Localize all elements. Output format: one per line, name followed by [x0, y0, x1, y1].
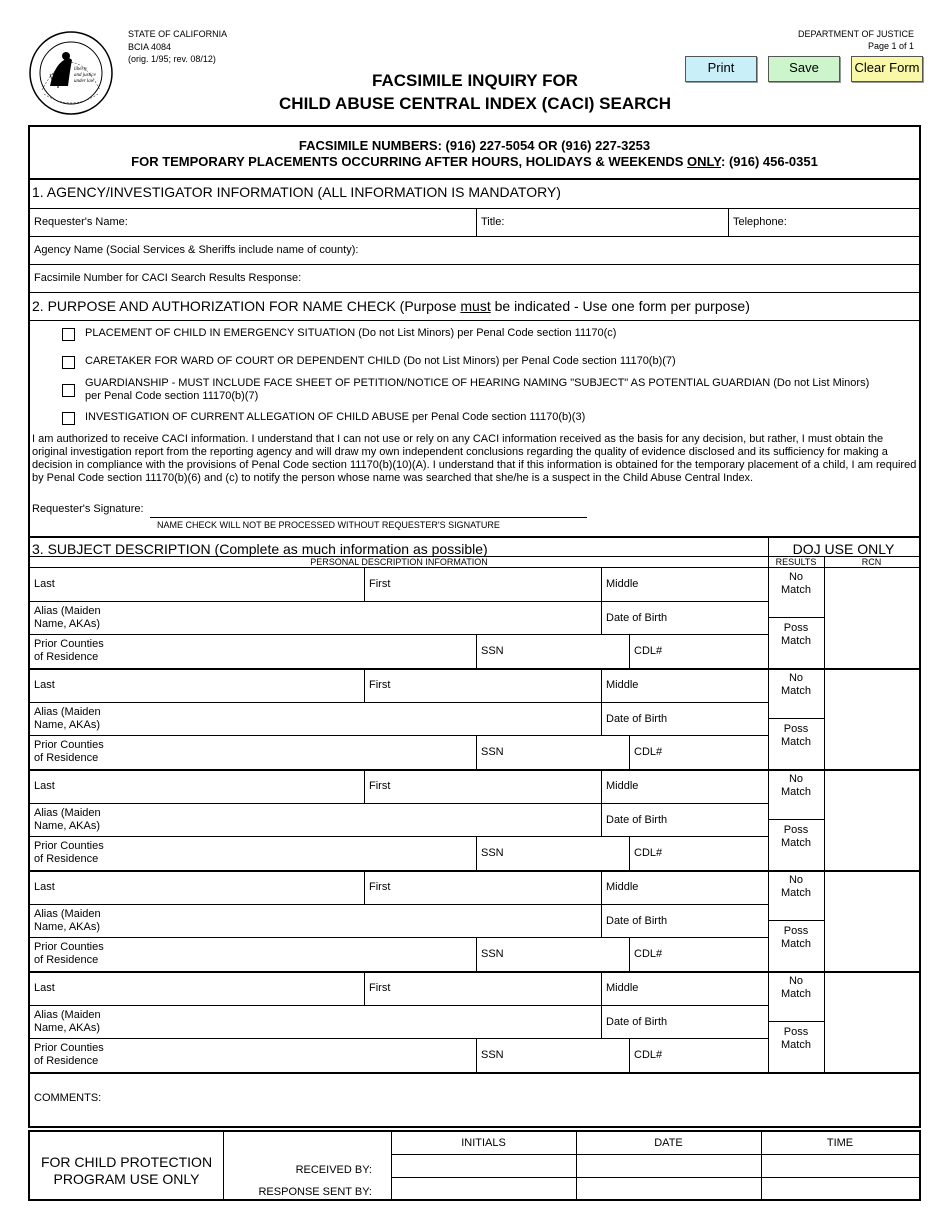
section-2-title-pre: 2. PURPOSE AND AUTHORIZATION FOR NAME CHECK (Purpose [32, 298, 461, 314]
section-2-title-post: be indicated - Use one form per purpose) [490, 298, 750, 314]
first-name-field[interactable]: First [369, 780, 391, 792]
no-label: No [788, 874, 804, 886]
match-label: Match [781, 887, 811, 899]
page-number: Page 1 of 1 [867, 41, 914, 51]
fax-line-2-pre: FOR TEMPORARY PLACEMENTS OCCURRING AFTER HOURS, HOLIDAYS & WEEKENDS [131, 154, 688, 169]
prior-counties-field[interactable] [34, 638, 104, 664]
requester-name-field[interactable]: Requester's Name: [34, 216, 128, 228]
match-label: Match [781, 1039, 811, 1051]
fax-line-2-post: : (916) 456-0351 [721, 154, 818, 169]
save-button[interactable]: Save [768, 56, 840, 82]
section-1-title: 1. AGENCY/INVESTIGATOR INFORMATION (ALL INFORMATION IS MANDATORY) [32, 184, 561, 200]
poss-label: Poss [783, 1026, 809, 1038]
fax-line-1: FACSIMILE NUMBERS: (916) 227-5054 OR (916) 227-3253 [298, 138, 651, 153]
received-date[interactable] [577, 1155, 760, 1176]
ssn-field[interactable]: SSN [481, 1049, 504, 1061]
alias-label-1: Alias (Maiden [34, 605, 101, 617]
poss-match-result[interactable] [768, 622, 824, 648]
rcn-field[interactable] [825, 668, 919, 769]
svg-text:liberty: liberty [74, 67, 88, 72]
poss-match-result[interactable] [768, 824, 824, 850]
no-label: No [788, 672, 804, 684]
state-name: STATE OF CALIFORNIA [128, 29, 228, 39]
time-header: TIME [826, 1137, 854, 1149]
no-match-result[interactable] [768, 874, 824, 900]
prior-label-2: of Residence [34, 853, 99, 865]
match-label: Match [781, 584, 811, 596]
title-field[interactable]: Title: [481, 216, 505, 228]
prior-label-1: Prior Counties [34, 941, 104, 953]
signature-note: NAME CHECK WILL NOT BE PROCESSED WITHOUT REQUESTER'S SIGNATURE [157, 520, 500, 530]
section-3-title: 3. SUBJECT DESCRIPTION (Complete as much information as possible) [32, 541, 488, 557]
middle-name-field[interactable]: Middle [606, 982, 639, 994]
department-name: DEPARTMENT OF JUSTICE [797, 29, 914, 39]
poss-label: Poss [783, 824, 809, 836]
poss-match-result[interactable] [768, 1026, 824, 1052]
cpp-use-only [30, 1154, 223, 1188]
rcn-header: RCN [861, 557, 882, 567]
ssn-field[interactable]: SSN [481, 948, 504, 960]
no-match-result[interactable] [768, 672, 824, 698]
match-label: Match [781, 837, 811, 849]
svg-text:under law: under law [74, 79, 95, 84]
dob-field[interactable]: Date of Birth [606, 915, 668, 927]
comments-field[interactable]: COMMENTS: [34, 1092, 102, 1104]
initials-header: INITIALS [461, 1137, 506, 1149]
alias-field[interactable] [34, 908, 101, 934]
purpose-checkbox-caretaker[interactable] [62, 356, 75, 369]
alias-label-1: Alias (Maiden [34, 1009, 101, 1021]
sent-date[interactable] [577, 1178, 760, 1199]
match-label: Match [781, 786, 811, 798]
form-number: BCIA 4084 [128, 42, 172, 52]
ssn-field[interactable]: SSN [481, 847, 504, 859]
rcn-field[interactable] [825, 769, 919, 870]
results-header: RESULTS [775, 557, 817, 567]
last-name-field[interactable]: Last [34, 578, 55, 590]
cpp-line-1: FOR CHILD PROTECTION [40, 1154, 213, 1170]
received-initials[interactable] [392, 1155, 575, 1176]
rcn-field[interactable] [825, 567, 919, 668]
poss-label: Poss [783, 925, 809, 937]
sent-initials[interactable] [392, 1178, 575, 1199]
prior-counties-field[interactable] [34, 840, 104, 866]
alias-field[interactable] [34, 706, 101, 732]
svg-text:and justice: and justice [74, 73, 96, 78]
match-label: Match [781, 988, 811, 1000]
last-name-field[interactable]: Last [34, 982, 55, 994]
prior-label-2: of Residence [34, 752, 99, 764]
purpose-checkbox-investigation[interactable] [62, 412, 75, 425]
fax-only: ONLY [687, 154, 722, 169]
section-2-must: must [460, 298, 491, 314]
received-by-label: RECEIVED BY: [295, 1164, 372, 1176]
guardianship-line-1: GUARDIANSHIP - MUST INCLUDE FACE SHEET OF PETITION/NOTICE OF HEARING NAMING "SUBJECT" AS POTENTIAL GUARDIAN (Do not List Minors) [85, 377, 870, 389]
no-match-result[interactable] [768, 571, 824, 597]
fax-line-2 [30, 154, 919, 170]
fax-number-field[interactable]: Facsimile Number for CACI Search Results Response: [34, 272, 302, 284]
main-form [28, 125, 921, 1128]
first-name-field[interactable]: First [369, 679, 391, 691]
ssn-field[interactable]: SSN [481, 645, 504, 657]
telephone-field[interactable]: Telephone: [733, 216, 787, 228]
prior-label-2: of Residence [34, 954, 99, 966]
prior-counties-field[interactable] [34, 941, 104, 967]
sent-time[interactable] [762, 1178, 918, 1199]
middle-name-field[interactable]: Middle [606, 780, 639, 792]
last-name-field[interactable]: Last [34, 780, 55, 792]
received-time[interactable] [762, 1155, 918, 1176]
signature-line[interactable] [150, 517, 587, 518]
cdl-field[interactable]: CDL# [634, 847, 663, 859]
match-label: Match [781, 736, 811, 748]
alias-field[interactable] [34, 605, 101, 631]
prior-label-1: Prior Counties [34, 739, 104, 751]
alias-label-2: Name, AKAs) [34, 820, 101, 832]
fax-numbers [30, 138, 919, 170]
personal-description-header: PERSONAL DESCRIPTION INFORMATION [310, 557, 488, 567]
date-header: DATE [654, 1137, 683, 1149]
poss-match-result[interactable] [768, 723, 824, 749]
ssn-field[interactable]: SSN [481, 746, 504, 758]
form-revision: (orig. 1/95; rev. 08/12) [128, 54, 216, 64]
no-match-result[interactable] [768, 773, 824, 799]
match-label: Match [781, 685, 811, 697]
signature-label: Requester's Signature: [32, 503, 144, 515]
cdl-field[interactable]: CDL# [634, 746, 663, 758]
prior-counties-field[interactable] [34, 1042, 104, 1068]
purpose-option-guardianship [85, 377, 869, 403]
guardianship-line-2: per Penal Code section 11170(b)(7) [85, 390, 259, 402]
first-name-field[interactable]: First [369, 881, 391, 893]
prior-label-1: Prior Counties [34, 840, 104, 852]
cpp-line-2: PROGRAM USE ONLY [53, 1171, 200, 1187]
alias-label-1: Alias (Maiden [34, 706, 101, 718]
cdl-field[interactable]: CDL# [634, 948, 663, 960]
poss-match-result[interactable] [768, 925, 824, 951]
page-title [225, 69, 725, 115]
alias-label-2: Name, AKAs) [34, 1022, 101, 1034]
alias-label-1: Alias (Maiden [34, 807, 101, 819]
prior-label-1: Prior Counties [34, 1042, 104, 1054]
purpose-option-investigation: INVESTIGATION OF CURRENT ALLEGATION OF CHILD ABUSE per Penal Code section 11170(b)(3) [85, 411, 586, 423]
rcn-field[interactable] [825, 870, 919, 971]
prior-label-2: of Residence [34, 651, 99, 663]
alias-field[interactable] [34, 1009, 101, 1035]
match-label: Match [781, 635, 811, 647]
middle-name-field[interactable]: Middle [606, 881, 639, 893]
purpose-checkbox-guardianship[interactable] [62, 384, 75, 397]
alias-label-2: Name, AKAs) [34, 921, 101, 933]
match-label: Match [781, 938, 811, 950]
prior-label-1: Prior Counties [34, 638, 104, 650]
purpose-checkbox-placement[interactable] [62, 328, 75, 341]
dob-field[interactable]: Date of Birth [606, 612, 668, 624]
agency-name-field[interactable]: Agency Name (Social Services & Sheriffs include name of county): [34, 244, 359, 256]
title-line-2: CHILD ABUSE CENTRAL INDEX (CACI) SEARCH [279, 94, 671, 113]
cpp-use-table [28, 1130, 921, 1201]
alias-label-2: Name, AKAs) [34, 719, 101, 731]
purpose-option-caretaker: CARETAKER FOR WARD OF COURT OR DEPENDENT CHILD (Do not List Minors) per Penal Code section 11170(b)(7) [85, 355, 676, 367]
section-2-title [32, 298, 750, 314]
first-name-field[interactable]: First [369, 982, 391, 994]
alias-field[interactable] [34, 807, 101, 833]
cdl-field[interactable]: CDL# [634, 645, 663, 657]
no-match-result[interactable] [768, 975, 824, 1001]
dob-field[interactable]: Date of Birth [606, 1016, 668, 1028]
poss-label: Poss [783, 622, 809, 634]
clear-form-button[interactable]: Clear Form [851, 56, 923, 82]
prior-label-2: of Residence [34, 1055, 99, 1067]
prior-counties-field[interactable] [34, 739, 104, 765]
poss-label: Poss [783, 723, 809, 735]
last-name-field[interactable]: Last [34, 881, 55, 893]
purpose-option-placement: PLACEMENT OF CHILD IN EMERGENCY SITUATION (Do not List Minors) per Penal Code section 11170(c) [85, 327, 617, 339]
rcn-field[interactable] [825, 971, 919, 1072]
response-sent-by-label: RESPONSE SENT BY: [258, 1186, 372, 1198]
middle-name-field[interactable]: Middle [606, 578, 639, 590]
no-label: No [788, 571, 804, 583]
authorization-statement: I am authorized to receive CACI information. I understand that I can not use or rely on any CACI information received as the basis for any decision, but rather, I must obtain the original investigation report from the reporting agency and will draw my own independent conclusions regarding the quality of evidence disclosed and its sufficiency for making a decision in compliance with the provisions of Penal Code section 11170(b)(10)(A). I understand that if this information is obtained for the temporary placement of a child, I am required by Penal Code section 11170(b)(6) and (c) to notify the person whose name was searched that she/he is a suspect in the Child Abuse Central Index. [32, 433, 917, 484]
dob-field[interactable]: Date of Birth [606, 814, 668, 826]
cdl-field[interactable]: CDL# [634, 1049, 663, 1061]
title-line-1: FACSIMILE INQUIRY FOR [372, 71, 578, 90]
print-button[interactable]: Print [685, 56, 757, 82]
no-label: No [788, 773, 804, 785]
last-name-field[interactable]: Last [34, 679, 55, 691]
middle-name-field[interactable]: Middle [606, 679, 639, 691]
state-seal-icon [28, 30, 114, 116]
dob-field[interactable]: Date of Birth [606, 713, 668, 725]
no-label: No [788, 975, 804, 987]
doj-use-only: DOJ USE ONLY [792, 541, 895, 557]
first-name-field[interactable]: First [369, 578, 391, 590]
alias-label-1: Alias (Maiden [34, 908, 101, 920]
alias-label-2: Name, AKAs) [34, 618, 101, 630]
